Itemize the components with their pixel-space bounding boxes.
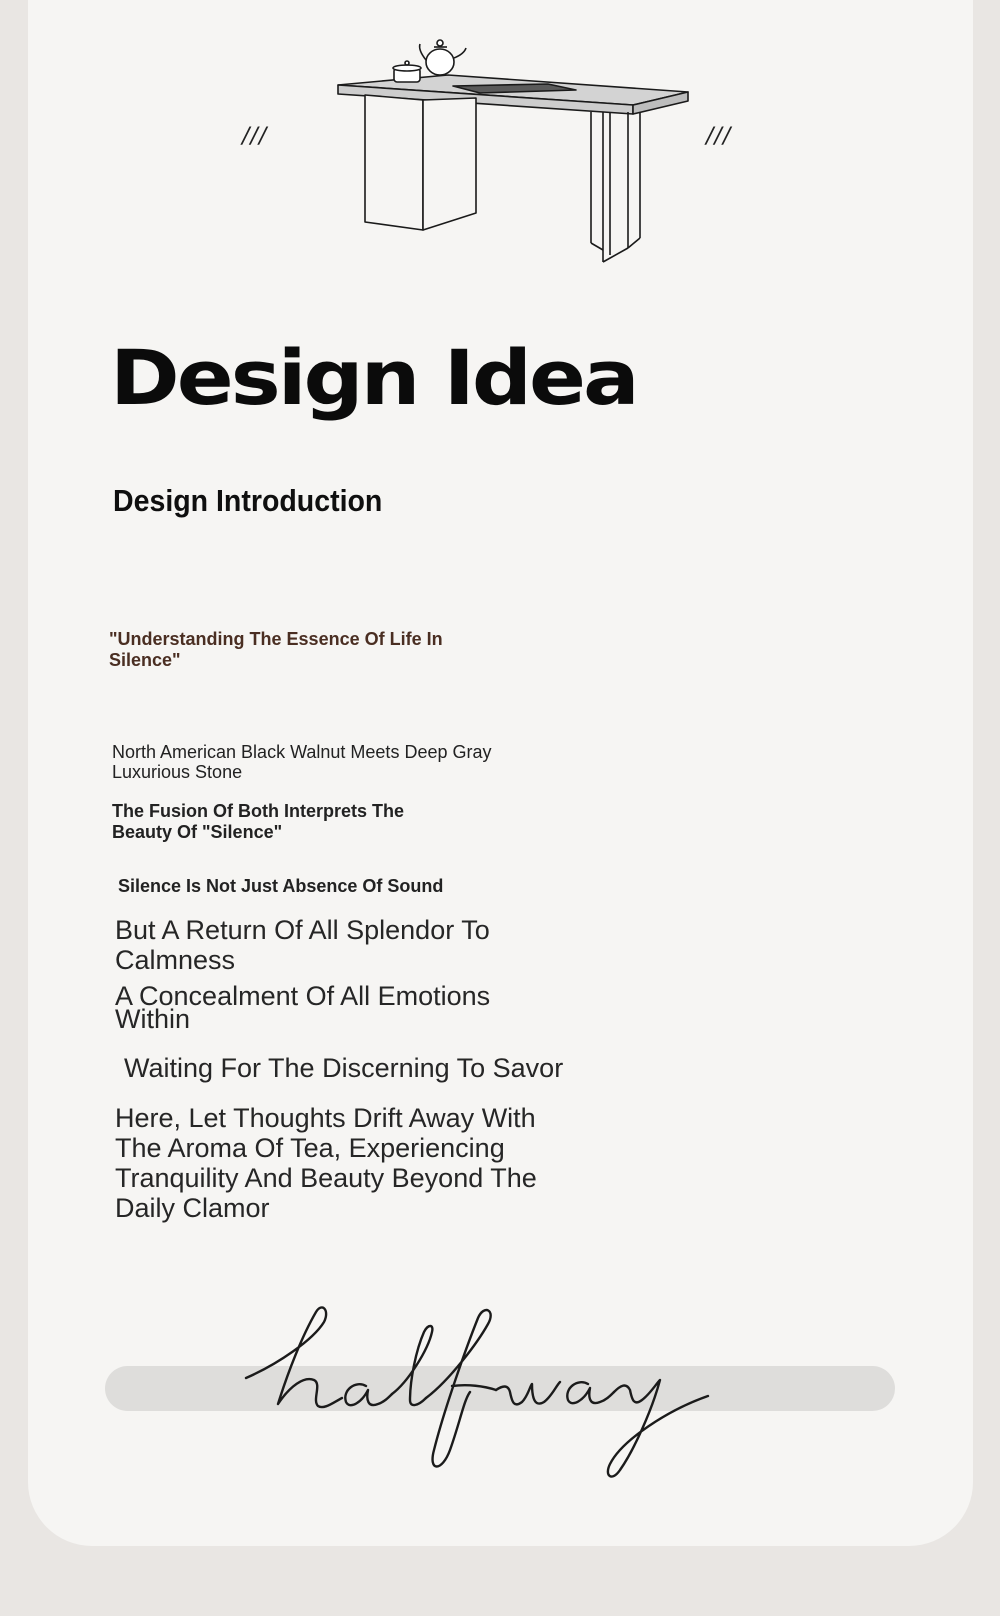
- quote-text: "Understanding The Essence Of Life In Silence": [109, 629, 443, 670]
- body-line: Here, Let Thoughts Drift Away With The Aroma Of Tea, Experiencing Tranquility And Beauty Beyond The Daily Clamor: [115, 1103, 537, 1223]
- content-card: [28, 0, 973, 1546]
- section-subtitle: Design Introduction: [113, 483, 383, 518]
- decorative-marks-right: ///: [706, 124, 732, 149]
- body-line: Waiting For The Discerning To Savor: [124, 1053, 564, 1083]
- decorative-marks-left: ///: [242, 124, 268, 149]
- halfway-signature-logo: [238, 1300, 758, 1480]
- tea-table-illustration-icon: [248, 30, 788, 280]
- body-line: Silence Is Not Just Absence Of Sound: [118, 876, 444, 896]
- body-line: The Fusion Of Both Interprets The Beauty Of "Silence": [112, 801, 404, 842]
- body-line: But A Return Of All Splendor To Calmness: [115, 915, 490, 975]
- body-line: North American Black Walnut Meets Deep Gray Luxurious Stone: [112, 742, 492, 782]
- page-title: Design Idea: [110, 333, 637, 422]
- body-line: A Concealment Of All Emotions Within: [115, 981, 491, 1034]
